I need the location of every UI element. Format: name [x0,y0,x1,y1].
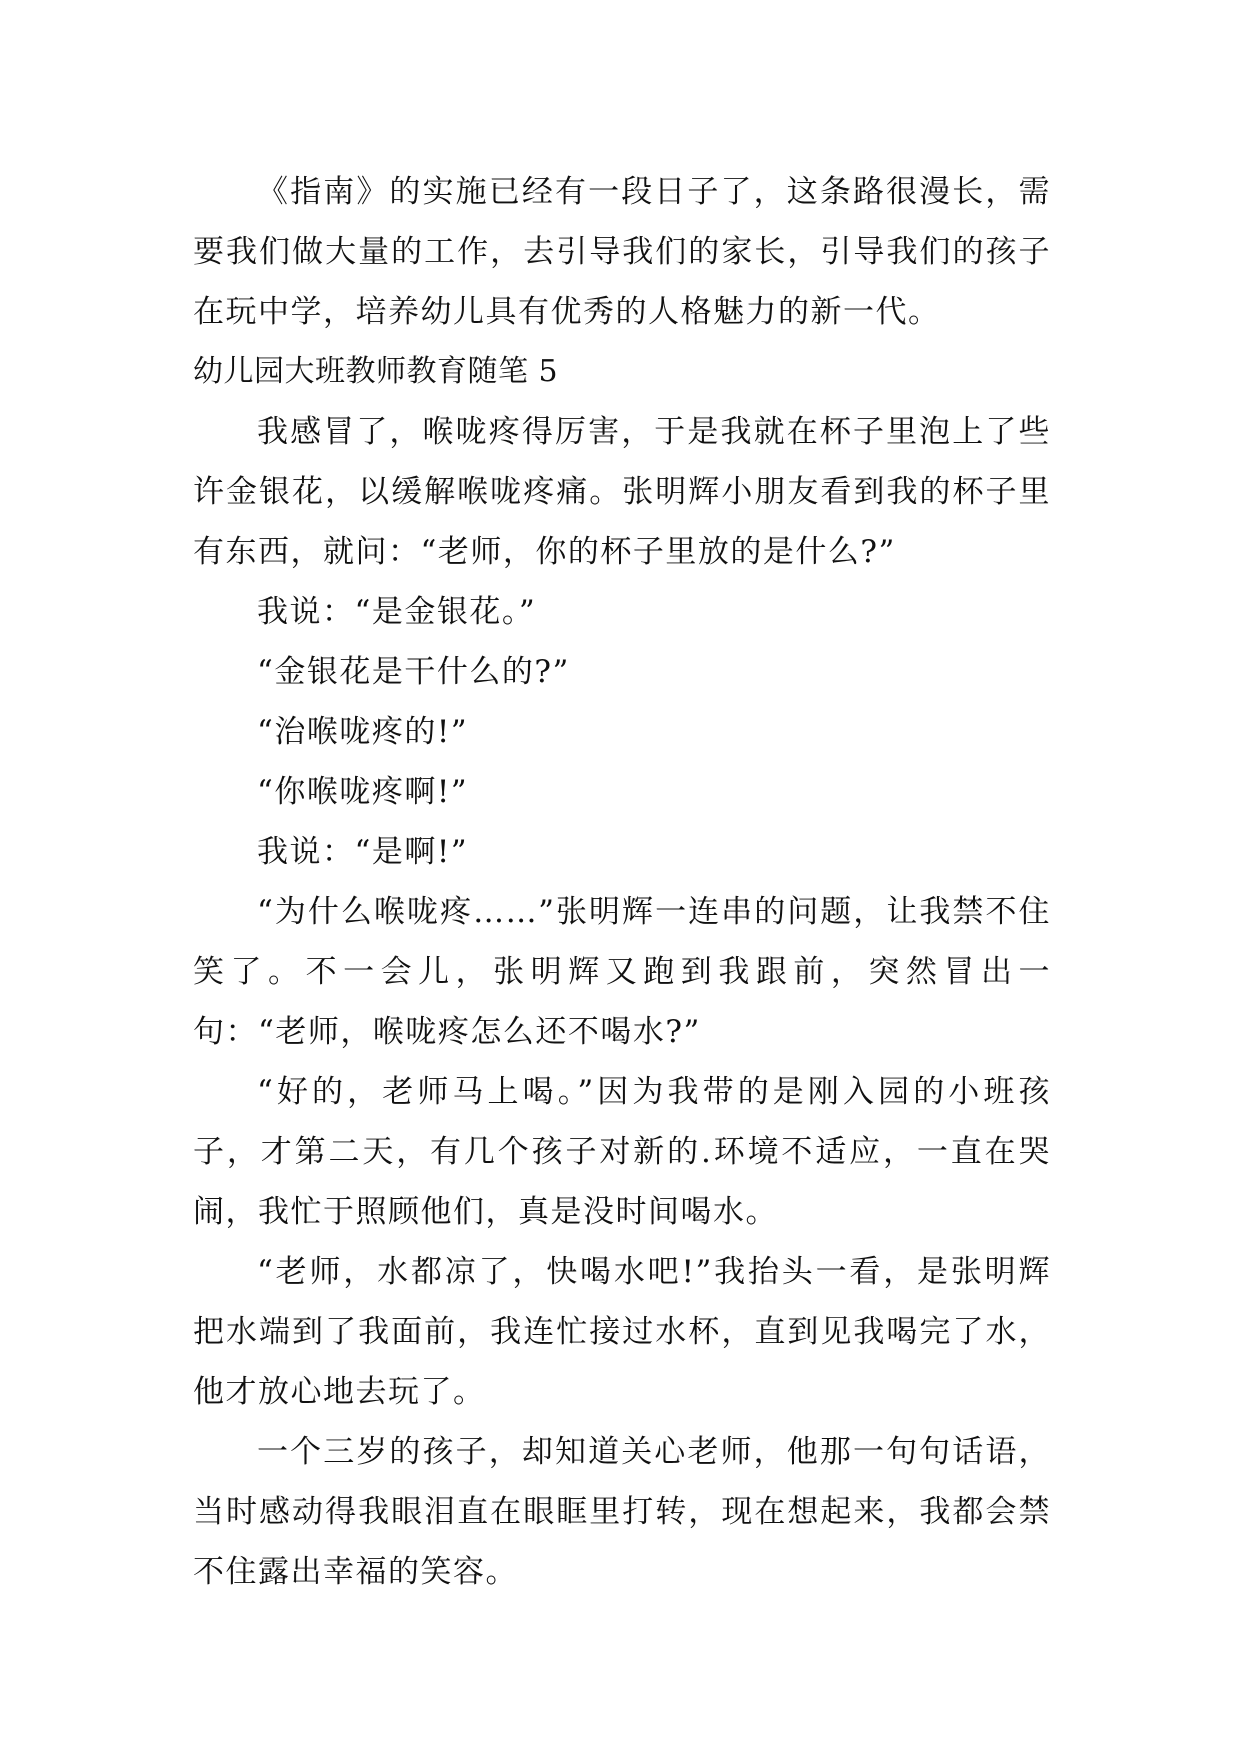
body-paragraph: 我感冒了，喉咙疼得厉害，于是我就在杯子里泡上了些许金银花，以缓解喉咙疼痛。张明辉小朋友看到我的杯子里有东西，就问：“老师，你的杯子里放的是什么?” [193,414,1051,570]
body-paragraph: “老师，水都凉了，快喝水吧!”我抬头一看，是张明辉把水端到了我面前，我连忙接过水杯，直到见我喝完了水，他才放心地去玩了。 [193,1254,1051,1410]
body-paragraph: “好的，老师马上喝。”因为我带的是刚入园的小班孩子，才第二天，有几个孩子对新的.环境不适应，一直在哭闹，我忙于照顾他们，真是没时间喝水。 [193,1074,1051,1230]
body-paragraph: “治喉咙疼的!” [257,714,469,750]
body-paragraph: “金银花是干什么的?” [257,654,570,690]
document-body [193,162,1051,1602]
body-paragraph: 我说：“是金银花。” [257,594,537,630]
section-title: 幼儿园大班教师教育随笔 5 [193,354,559,389]
body-paragraph: 一个三岁的孩子，却知道关心老师，他那一句句话语，当时感动得我眼泪直在眼眶里打转，现在想起来，我都会禁不住露出幸福的笑容。 [193,1434,1051,1590]
body-paragraph: “你喉咙疼啊!” [257,774,469,810]
body-paragraph: “为什么喉咙疼……”张明辉一连串的问题，让我禁不住笑了。不一会儿，张明辉又跑到我跟前，突然冒出一句：“老师，喉咙疼怎么还不喝水?” [193,894,1051,1050]
body-paragraph: 我说：“是啊!” [257,834,469,870]
intro-paragraph: 《指南》的实施已经有一段日子了，这条路很漫长，需要我们做大量的工作，去引导我们的家长，引导我们的孩子在玩中学，培养幼儿具有优秀的人格魅力的新一代。 [193,174,1051,330]
